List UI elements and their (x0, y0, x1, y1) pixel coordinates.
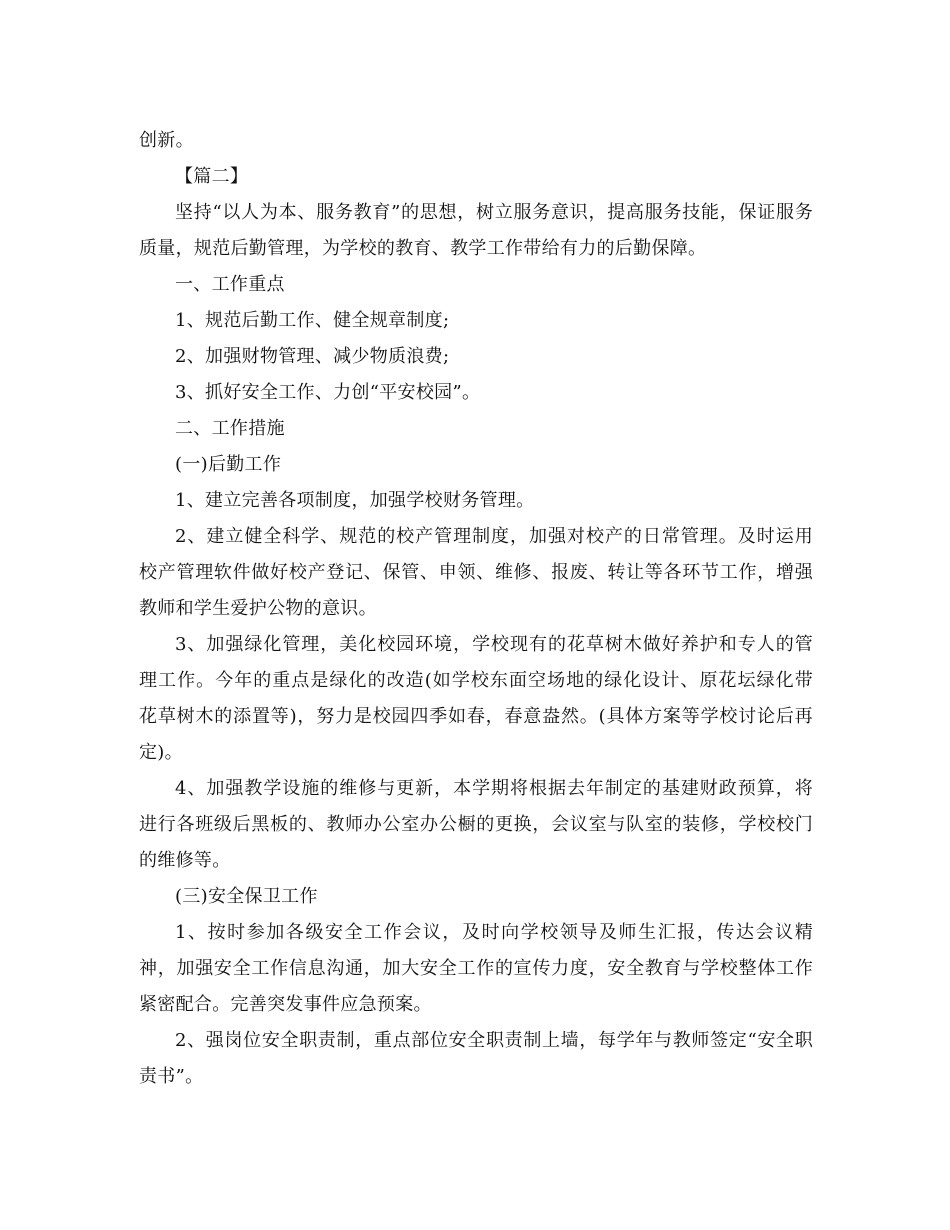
list-item: 1、按时参加各级安全工作会议，及时向学校领导及师生汇报，传达会议精 (175, 922, 813, 943)
list-item: 3、加强绿化管理，美化校园环境，学校现有的花草树木做好养护和专人的管 (175, 634, 813, 655)
text-line: 坚持“以人为本、服务教育”的思想，树立服务意识，提高服务技能，保证服务 (175, 202, 813, 223)
text-line: 花草树木的添置等)，努力是校园四季如春，春意盎然。(具体方案等学校讨论后再 (139, 706, 813, 727)
list-item: 2、加强财物管理、减少物质浪费; (175, 346, 450, 367)
text-line: 校产管理软件做好校产登记、保管、申领、维修、报废、转让等各环节工作，增强 (139, 562, 813, 583)
text-line: 责书”。 (139, 1066, 204, 1087)
section-heading: 【篇二】 (175, 166, 249, 187)
document-page (139, 123, 813, 1095)
list-item: 1、规范后勤工作、健全规章制度; (175, 310, 450, 331)
text-line: 理工作。今年的重点是绿化的改造(如学校东面空场地的绿化设计、原花坛绿化带 (139, 670, 813, 691)
section-heading: 一、工作重点 (175, 274, 285, 295)
text-line: 质量，规范后勤管理，为学校的教育、教学工作带给有力的后勤保障。 (139, 238, 707, 259)
list-item: 2、建立健全科学、规范的校产管理制度，加强对校产的日常管理。及时运用 (175, 526, 813, 547)
text-line: 神，加强安全工作信息沟通，加大安全工作的宣传力度，安全教育与学校整体工作 (139, 958, 813, 979)
subsection-heading: (三)安全保卫工作 (175, 886, 318, 907)
subsection-heading: (一)后勤工作 (175, 454, 282, 475)
list-item: 3、抓好安全工作、力创“平安校园”。 (175, 382, 481, 403)
list-item: 1、建立完善各项制度，加强学校财务管理。 (175, 490, 535, 511)
section-heading: 二、工作措施 (175, 418, 285, 439)
list-item: 2、强岗位安全职责制，重点部位安全职责制上墙，每学年与教师签定“安全职 (175, 1030, 813, 1051)
text-line: 的维修等。 (139, 850, 231, 871)
text-line: 定)。 (139, 742, 183, 763)
text-line: 创新。 (139, 130, 194, 151)
text-line: 进行各班级后黑板的、教师办公室办公橱的更换，会议室与队室的装修，学校校门 (139, 814, 813, 835)
text-line: 紧密配合。完善突发事件应急预案。 (139, 994, 432, 1015)
text-line: 教师和学生爱护公物的意识。 (139, 598, 377, 619)
list-item: 4、加强教学设施的维修与更新，本学期将根据去年制定的基建财政预算，将 (175, 778, 813, 799)
